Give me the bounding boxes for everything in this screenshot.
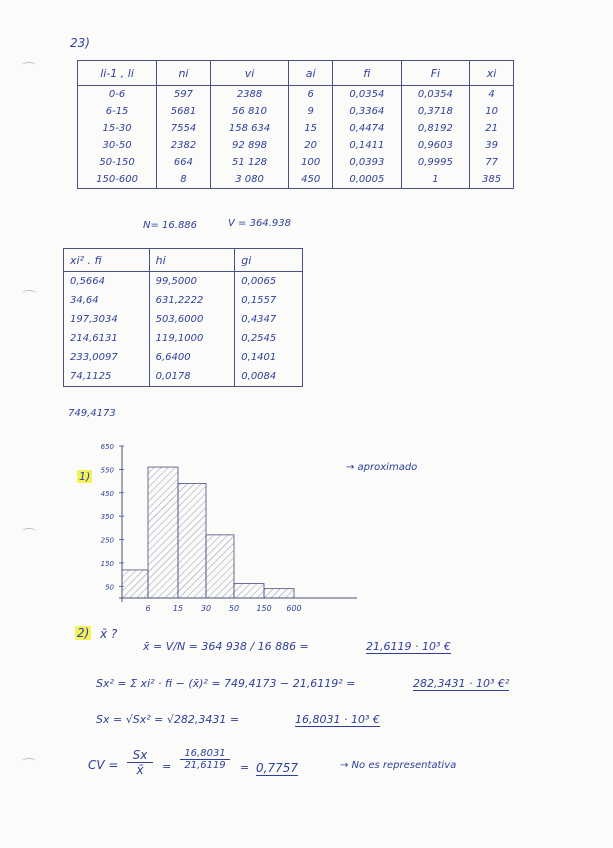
cv-fraction-den: x̄: [136, 763, 144, 777]
table-cell: 0,0005: [333, 171, 402, 189]
cv-num: 16,8031: [180, 748, 230, 760]
table-cell: 1: [401, 171, 470, 189]
table-cell: 158 634: [210, 120, 288, 137]
chart-label: 1): [79, 470, 91, 483]
table-row: [64, 272, 303, 292]
cv-den: 21,6119: [184, 760, 226, 771]
table-cell: 56 810: [210, 103, 288, 120]
table-row: [78, 137, 514, 154]
y-tick-label: 450: [100, 489, 114, 498]
x-tick-label: 600: [286, 604, 302, 613]
cv-label: CV =: [88, 758, 119, 772]
table-cell: 10: [470, 103, 514, 120]
table-cell: 2382: [157, 137, 211, 154]
table-row: [64, 329, 303, 348]
table-row: [78, 120, 514, 137]
variance-formula: Sx² = Σ xi² · fi − (x̄)² = 749,4173 − 21,6119² =: [96, 677, 356, 690]
column-header: hi: [149, 249, 235, 272]
table-cell: 631,2222: [149, 291, 235, 310]
table-cell: 233,0097: [64, 348, 150, 367]
table-cell: 100: [289, 154, 333, 171]
table-cell: 0,0354: [333, 86, 402, 104]
table-cell: 30-50: [78, 137, 157, 154]
table-cell: 0,0393: [333, 154, 402, 171]
column-header: xi: [470, 61, 514, 86]
column-header: vi: [210, 61, 288, 86]
table-cell: 39: [470, 137, 514, 154]
cv-equals: =: [162, 760, 172, 773]
table-cell: 5681: [157, 103, 211, 120]
table-cell: 0,0178: [149, 367, 235, 387]
table-cell: 2388: [210, 86, 288, 104]
table-row: [64, 291, 303, 310]
table-cell: 197,3034: [64, 310, 150, 329]
x-tick-label: 30: [200, 604, 212, 613]
table-cell: 50-150: [78, 154, 157, 171]
y-tick-label: 250: [100, 536, 114, 545]
cv-values: [180, 748, 230, 771]
table-cell: 597: [157, 86, 211, 104]
margin-mark: [22, 758, 36, 765]
table-cell: 6: [289, 86, 333, 104]
total-v: V = 364.938: [228, 218, 291, 229]
table-row: [78, 103, 514, 120]
table-row: [64, 310, 303, 329]
table-row: [78, 86, 514, 104]
table-cell: 15: [289, 120, 333, 137]
column-header: gi: [235, 249, 303, 272]
table-cell: 99,5000: [149, 272, 235, 292]
table-cell: 0,4474: [333, 120, 402, 137]
histogram-bar: [178, 483, 206, 598]
table-cell: 0-6: [78, 86, 157, 104]
total-n: N= 16.886: [143, 220, 198, 231]
table-cell: 8: [157, 171, 211, 189]
histogram-chart: [70, 438, 370, 618]
table-cell: 3 080: [210, 171, 288, 189]
table-cell: 0,1411: [333, 137, 402, 154]
table-cell: 0,9603: [401, 137, 470, 154]
table-cell: 0,9995: [401, 154, 470, 171]
table-cell: 34,64: [64, 291, 150, 310]
table-cell: 450: [289, 171, 333, 189]
margin-mark: [22, 528, 36, 535]
mean-formula: x̄ = V/N = 364 938 / 16 886 =: [143, 640, 309, 653]
y-tick-label: 350: [100, 513, 114, 522]
table-cell: 0,8192: [401, 120, 470, 137]
table-row: [78, 154, 514, 171]
margin-mark: [22, 62, 36, 69]
table2-sum: 749,4173: [68, 408, 116, 419]
table-cell: 664: [157, 154, 211, 171]
x-tick-label: 150: [256, 604, 272, 613]
table-cell: 6-15: [78, 103, 157, 120]
table-cell: 6,6400: [149, 348, 235, 367]
table-cell: 503,6000: [149, 310, 235, 329]
table-cell: 0,3364: [333, 103, 402, 120]
cv-equals-2: =: [240, 761, 250, 774]
table-cell: 15-30: [78, 120, 157, 137]
table-row: [78, 171, 514, 189]
cv-result: 0,7757: [256, 761, 298, 775]
table-cell: 214,6131: [64, 329, 150, 348]
table-cell: 51 128: [210, 154, 288, 171]
table-body: [64, 272, 303, 387]
column-header: Fi: [401, 61, 470, 86]
cv-conclusion: → No es representativa: [340, 760, 457, 771]
margin-mark: [22, 290, 36, 297]
table-cell: 77: [470, 154, 514, 171]
sd-result: 16,8031 · 10³ €: [295, 713, 380, 726]
table-body: [78, 86, 514, 189]
column-header: li-1 , li: [78, 61, 157, 86]
histogram-bar: [148, 467, 178, 598]
table-cell: 0,4347: [235, 310, 303, 329]
sd-formula: Sx = √Sx² = √282,3431 =: [96, 713, 240, 726]
table-cell: 4: [470, 86, 514, 104]
section2-question: x̄ ?: [100, 627, 118, 641]
problem-number: 23): [70, 36, 90, 50]
y-tick-label: 550: [100, 466, 114, 475]
table-cell: 0,2545: [235, 329, 303, 348]
table-cell: 0,0065: [235, 272, 303, 292]
table-cell: 7554: [157, 120, 211, 137]
table-cell: 0,3718: [401, 103, 470, 120]
y-tick-label: 50: [105, 583, 114, 592]
x-tick-label: 50: [228, 604, 240, 613]
table-cell: 0,1557: [235, 291, 303, 310]
cv-fraction: [127, 748, 153, 777]
mean-result: 21,6119 · 10³ €: [366, 640, 451, 653]
histogram-bar: [234, 584, 264, 598]
table-cell: 0,5664: [64, 272, 150, 292]
histogram-bar: [264, 589, 294, 598]
auxiliary-table: [63, 248, 303, 387]
table-cell: 20: [289, 137, 333, 154]
x-tick-label: 6: [145, 604, 151, 613]
table-cell: 92 898: [210, 137, 288, 154]
cv-fraction-num: Sx: [127, 748, 153, 763]
table-cell: 21: [470, 120, 514, 137]
table-cell: 150-600: [78, 171, 157, 189]
column-header: fi: [333, 61, 402, 86]
table-cell: 74,1125: [64, 367, 150, 387]
column-header: ai: [289, 61, 333, 86]
frequency-table: [77, 60, 514, 189]
table-header-row: [78, 61, 514, 86]
table-cell: 385: [470, 171, 514, 189]
table-cell: 9: [289, 103, 333, 120]
y-tick-label: 650: [100, 443, 114, 451]
y-tick-label: 150: [100, 559, 114, 568]
table-cell: 119,1000: [149, 329, 235, 348]
histogram-bar: [122, 570, 148, 598]
section2-label: 2): [77, 626, 90, 640]
column-header: xi² . fi: [64, 249, 150, 272]
table-header-row: [64, 249, 303, 272]
variance-result: 282,3431 · 10³ €²: [413, 677, 510, 690]
table-row: [64, 348, 303, 367]
table-cell: 0,1401: [235, 348, 303, 367]
x-tick-label: 15: [172, 604, 184, 613]
column-header: ni: [157, 61, 211, 86]
table-cell: 0,0354: [401, 86, 470, 104]
histogram-bar: [206, 535, 234, 598]
table-cell: 0,0084: [235, 367, 303, 387]
table-row: [64, 367, 303, 387]
chart-annotation: → aproximado: [346, 462, 418, 473]
